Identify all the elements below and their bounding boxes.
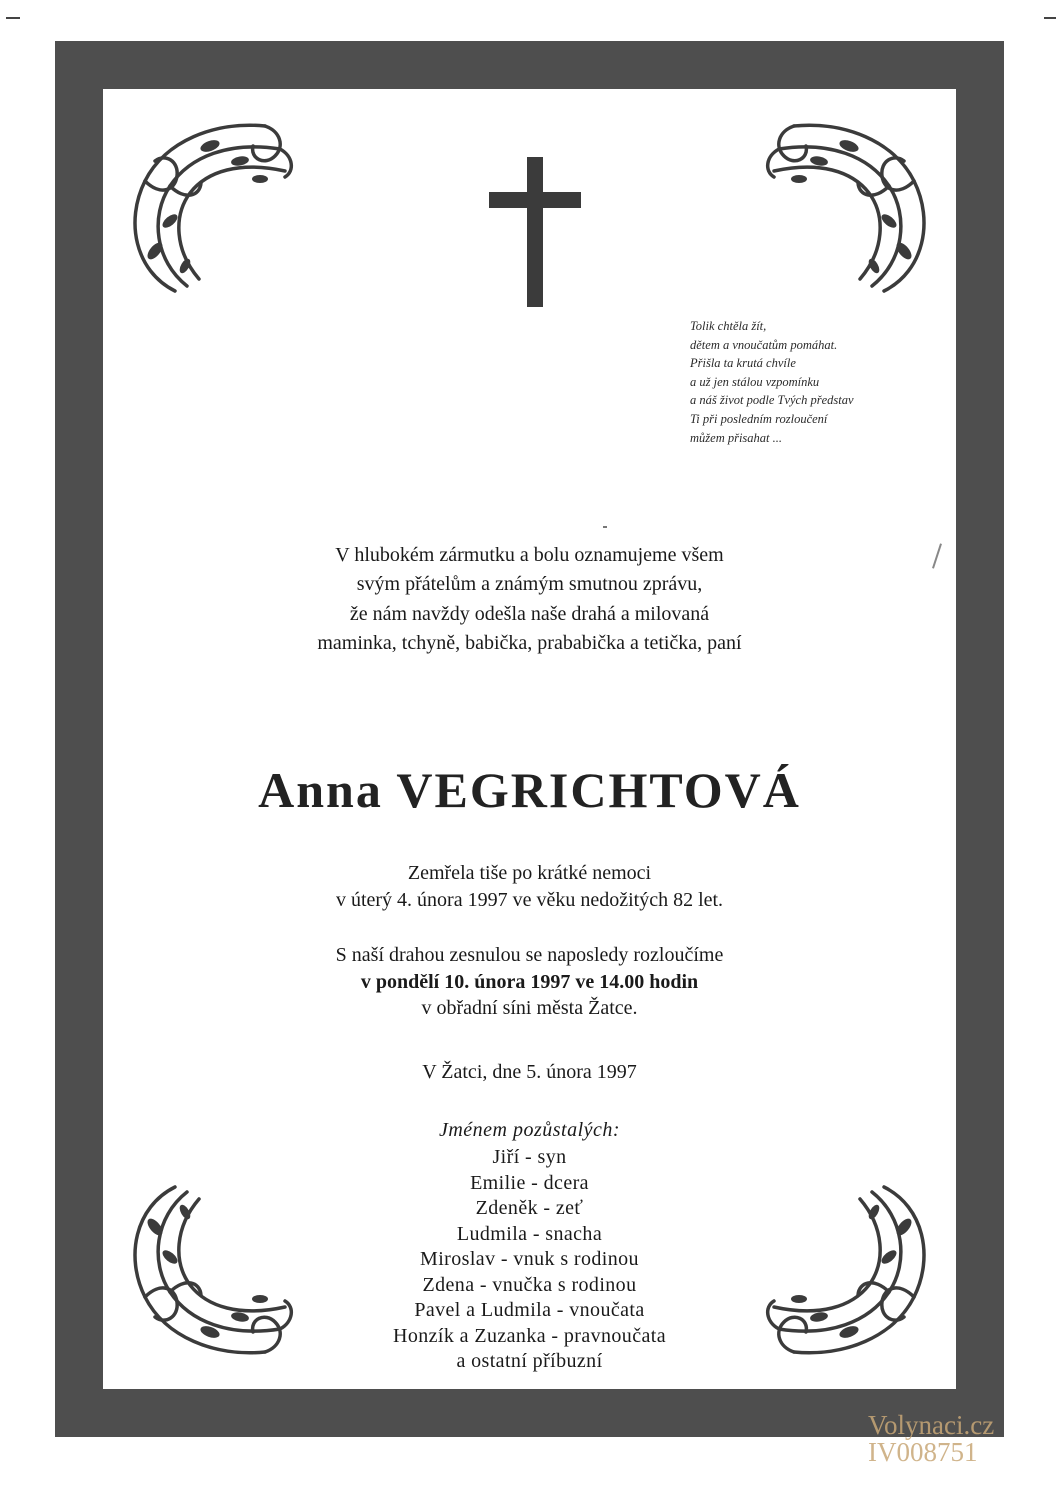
- list-item: a ostatní příbuzní: [456, 1350, 603, 1372]
- list-item: Pavel a Ludmila - vnoučata: [414, 1299, 645, 1321]
- scan-mark-top-left: [6, 17, 20, 19]
- poem-line: můžem přisahat ...: [690, 430, 783, 445]
- floral-corner-ornament-icon: [115, 101, 315, 301]
- poem-line: Ti při posledním rozloučení: [690, 411, 828, 426]
- list-item: Ludmila - snacha: [456, 1222, 603, 1245]
- announcement-line: že nám navždy odešla naše drahá a milovaná: [349, 602, 710, 625]
- scan-mark-top-right: [1044, 17, 1056, 19]
- poem-line: dětem a vnoučatům pomáhat.: [690, 337, 838, 352]
- farewell-notice: [103, 942, 956, 1022]
- list-item: Emilie - dcera: [470, 1171, 589, 1194]
- announcement-line: V hlubokém zármutku a bolu oznamujeme všem: [335, 544, 724, 566]
- death-line: v úterý 4. února 1997 ve věku nedožitých 82 let.: [335, 888, 724, 911]
- archive-watermark: [868, 1412, 994, 1466]
- place-and-date: V Žatci, dne 5. února 1997: [422, 1061, 637, 1083]
- notice-page: [103, 89, 956, 1389]
- farewell-date-time: v pondělí 10. února 1997 ve 14.00 hodin: [360, 970, 699, 993]
- list-item: Honzík a Zuzanka - pravnoučata: [393, 1324, 666, 1347]
- list-item: Zdena - vnučka s rodinou: [422, 1273, 637, 1296]
- poem-line: Tolik chtěla žít,: [690, 319, 767, 333]
- cross-icon: [489, 157, 581, 307]
- cross-horizontal-bar: [489, 192, 581, 208]
- survivors-list: [103, 1145, 956, 1375]
- farewell-location: v obřadní síni města Žatce.: [421, 997, 638, 1019]
- signed-label: Jménem pozůstalých:: [438, 1119, 621, 1141]
- list-item: Miroslav - vnuk s rodinou: [420, 1248, 639, 1270]
- list-item: Zdeněk - zeť: [475, 1197, 584, 1219]
- announcement-text: [103, 541, 956, 658]
- mourning-frame: [55, 41, 1004, 1440]
- announcement-line: svým přátelům a známým smutnou zprávu,: [356, 573, 703, 596]
- poem-line: a už jen stálou vzpomínku: [690, 374, 820, 389]
- death-line: Zemřela tiše po krátké nemoci: [407, 862, 652, 884]
- poem-line: Přišla ta krutá chvíle: [690, 356, 796, 371]
- death-notice: [103, 860, 956, 913]
- cross-vertical-bar: [527, 157, 543, 307]
- watermark-id: IV008751: [868, 1437, 978, 1467]
- floral-corner-ornament-icon: [744, 101, 944, 301]
- farewell-line: S naší drahou zesnulou se naposledy rozloučíme: [335, 944, 724, 966]
- memorial-poem: [690, 317, 950, 447]
- announcement-line: maminka, tchyně, babička, prababička a tetička, paní: [317, 631, 742, 654]
- list-item: Jiří - syn: [492, 1146, 567, 1168]
- scan-speck: [603, 526, 607, 528]
- poem-line: a náš život podle Tvých představ: [690, 393, 854, 408]
- watermark-site: Volynaci.cz: [868, 1410, 995, 1440]
- deceased-name: Anna VEGRICHTOVÁ: [258, 762, 801, 818]
